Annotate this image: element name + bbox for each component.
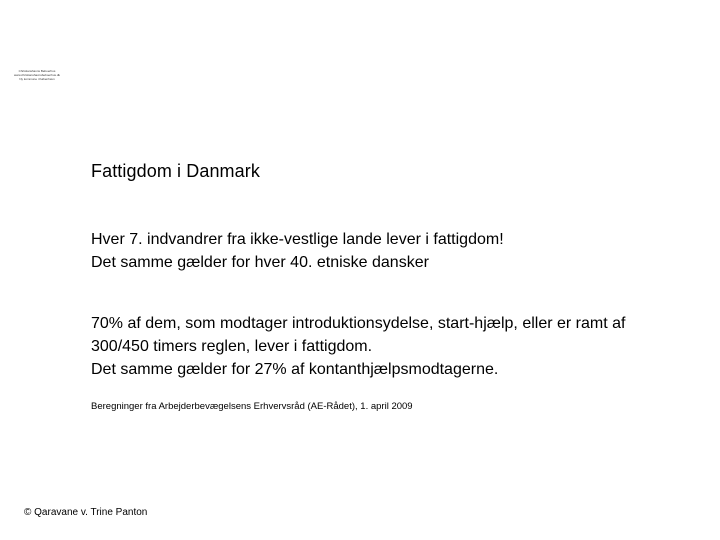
header-note-line: www.christianshavnsbeboerhus.dk [13, 73, 61, 77]
copyright-notice: © Qaravane v. Trine Panton [24, 507, 148, 518]
paragraph-line: Det samme gælder for 27% af kontanthjælpsmodtagerne. [91, 361, 499, 378]
header-note-line: Christianshavns Beboerhus [18, 69, 56, 73]
paragraph-line: Hver 7. indvandrer fra ikke-vestlige lande lever i fattigdom! [91, 231, 504, 248]
source-citation: Beregninger fra Arbejderbevægelsens Erhvervsråd (AE-Rådet), 1. april 2009 [91, 401, 413, 412]
header-note [6, 69, 68, 81]
paragraph-line: 70% af dem, som modtager introduktionsydelse, start-hjælp, eller er ramt af [91, 315, 626, 332]
paragraph-line: Det samme gælder for hver 40. etniske dansker [91, 254, 429, 271]
paragraph-line: 300/450 timers reglen, lever i fattigdom. [91, 338, 373, 355]
header-note-line: Ny kommune i København [19, 77, 55, 81]
paragraph-immigrant-poverty [91, 228, 504, 274]
page-title: Fattigdom i Danmark [91, 161, 260, 181]
paragraph-benefit-poverty [91, 312, 625, 381]
